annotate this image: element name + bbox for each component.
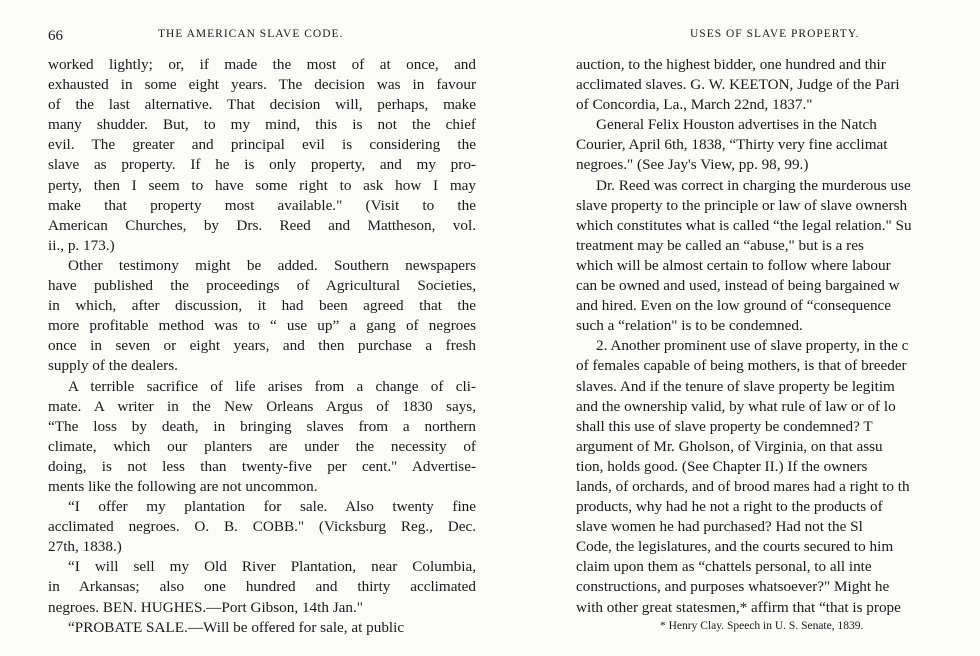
text-line: lands, of orchards, and of brood mares had a right to th [576,477,910,495]
left-page-body [48,55,476,638]
text-line: negroes." (See Jay's View, pp. 98, 99.) [576,156,809,174]
text-line: perty, then I seem to have some right to ask how I may [48,176,476,194]
text-line: of Concordia, La., March 22nd, 1837." [576,96,813,114]
text-line: Dr. Reed was correct in charging the murderous use [596,176,911,194]
text-line: and the ownership valid, by what rule of law or of lo [576,397,896,415]
text-line: in which, after discussion, it had been agreed that the [48,297,476,315]
text-line: Code, the legislatures, and the courts secured to him [576,538,894,556]
text-line: “I will sell my Old River Plantation, near Columbia, [68,558,476,576]
running-head-right: USES OF SLAVE PROPERTY. [690,28,860,40]
text-line: can be owned and used, instead of being bargained w [576,277,900,295]
text-line: which constitutes what is called “the legal relation." Su [576,216,912,234]
text-line: of females capable of being mothers, is that of breeder [576,357,907,375]
text-line: slave as property. If he is only property, and my pro- [48,156,476,174]
text-line: worked lightly; or, if made the most of at once, and [48,56,476,73]
text-line: and hired. Even on the low ground of “consequence [576,297,892,315]
text-line: doing, is not less than twenty-five per cent." Advertise- [48,457,476,475]
text-line: slave women he had purchased? Had not the Sl [576,518,863,536]
text-line: slaves. And if the tenure of slave property be legitim [576,377,895,395]
text-line: products, why had he not a right to the products of [576,498,883,516]
text-line: ments like the following are not uncommon. [48,477,318,495]
right-page [560,0,980,656]
text-line: negroes. BEN. HUGHES.—Port Gibson, 14th Jan." [48,598,363,616]
text-line: have published the proceedings of Agricultural Societies, [48,277,476,295]
text-line: evil. The greater and principal evil is considering the [48,136,476,154]
right-page-body [576,55,980,618]
footnote: * Henry Clay. Speech in U. S. Senate, 1839. [660,620,864,632]
text-line: argument of Mr. Gholson, of Virginia, on that assu [576,437,883,455]
text-line: Courier, April 6th, 1838, “Thirty very fine acclimat [576,136,888,154]
text-line: 27th, 1838.) [48,538,122,556]
text-line: “PROBATE SALE.—Will be offered for sale, at public [68,618,405,636]
text-line: claim upon them as “chattels personal, to all inte [576,558,872,576]
text-line: many shudder. But, to my mind, this is not the chief [48,116,476,134]
text-line: supply of the dealers. [48,357,178,375]
text-line: exhausted in some eight years. The decision was in favour [48,76,476,94]
text-line: tion, holds good. (See Chapter II.) If the owners [576,457,868,475]
page-number: 66 [48,28,63,44]
text-line: “I offer my plantation for sale. Also twenty fine [68,498,476,516]
text-line: make that property most available." (Visit to the [48,196,476,214]
text-line: once in seven or eight years, and then purchase a fresh [48,337,476,355]
text-line: more profitable method was to “ use up” a gang of negroes [48,317,476,335]
text-line: which will be almost certain to follow where labour [576,256,891,274]
text-line: of the last alternative. That decision will, perhaps, make [48,96,476,114]
text-line: auction, to the highest bidder, one hundred and thir [576,56,886,73]
text-line: with other great statesmen,* affirm that “that is prope [576,598,901,616]
text-line: mate. A writer in the New Orleans Argus of 1830 says, [48,397,476,415]
text-line: General Felix Houston advertises in the Natch [596,116,877,134]
text-line: in Arkansas; also one hundred and thirty acclimated [48,578,476,596]
text-line: 2. Another prominent use of slave property, in the c [596,337,909,355]
text-line: Other testimony might be added. Southern newspapers [68,256,476,274]
text-line: slave property to the principle or law of slave ownersh [576,196,908,214]
text-line: A terrible sacrifice of life arises from a change of cli- [68,377,476,395]
text-line: climate, which our planters are under the necessity of [48,437,476,455]
running-head-left: THE AMERICAN SLAVE CODE. [158,28,344,40]
text-line: “The loss by death, in bringing slaves from a northern [48,417,476,435]
text-line: treatment may be called an “abuse," but is a res [576,236,864,254]
text-line: American Churches, by Drs. Reed and Mattheson, vol. [48,216,476,234]
text-line: acclimated negroes. O. B. COBB." (Vicksburg Reg., Dec. [48,518,476,536]
text-line: ii., p. 173.) [48,236,115,254]
text-line: constructions, and purposes whatsoever?" Might he [576,578,890,596]
text-line: acclimated slaves. G. W. KEETON, Judge of the Pari [576,76,900,94]
text-line: such a “relation" is to be condemned. [576,317,803,335]
text-line: shall this use of slave property be condemned? T [576,417,873,435]
